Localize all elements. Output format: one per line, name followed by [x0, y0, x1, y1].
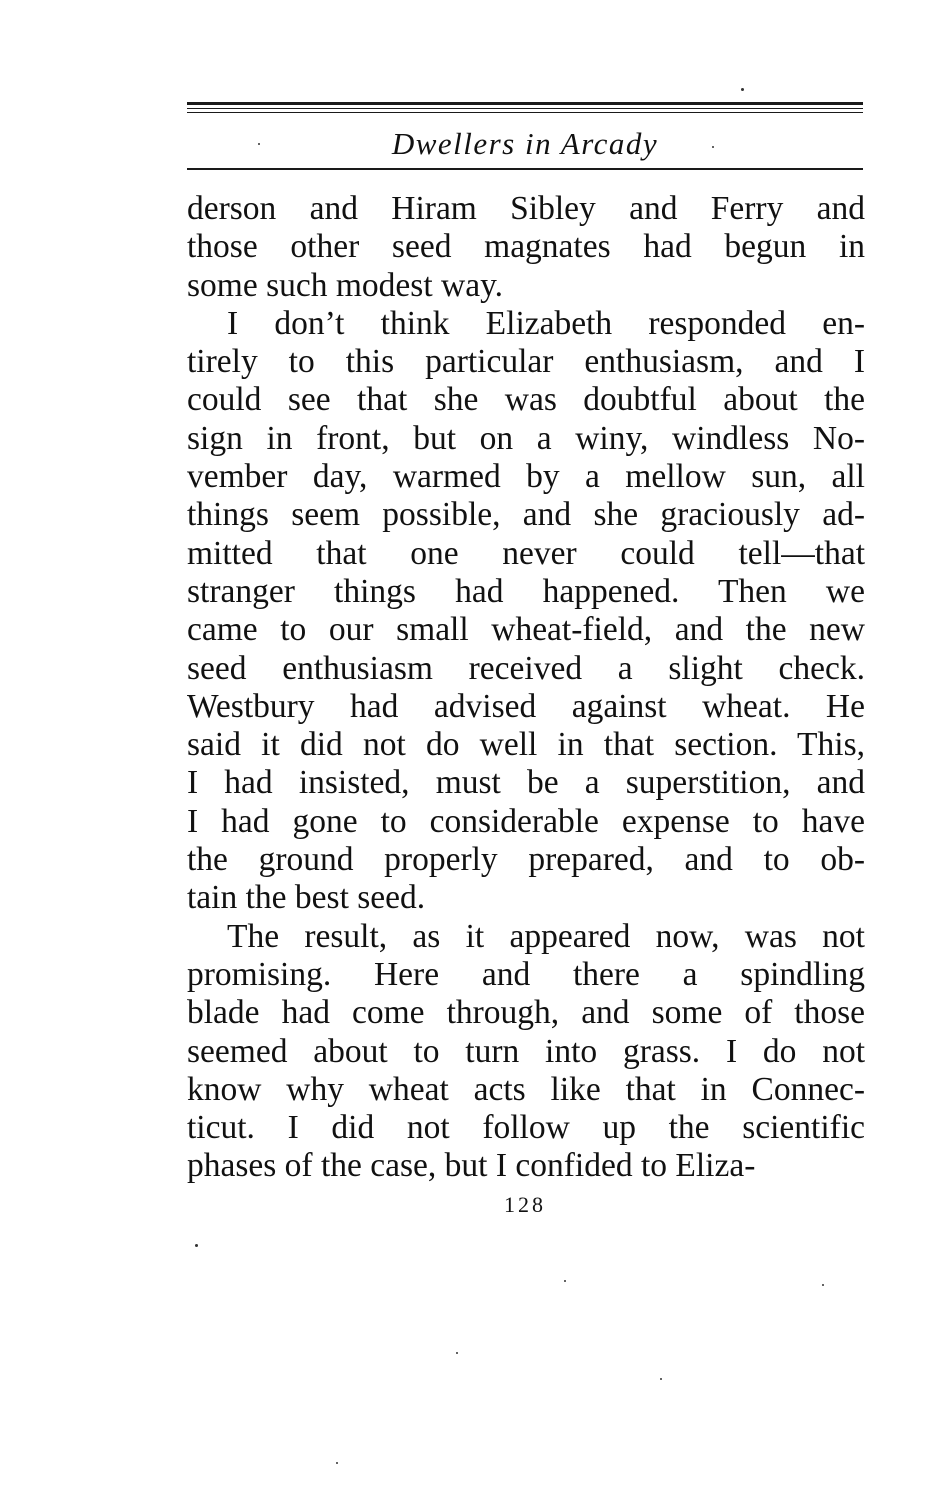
text-line: promising. Here and there a spindling	[187, 955, 865, 993]
scan-speck	[195, 1244, 198, 1247]
text-line: seemed about to turn into grass. I do not	[187, 1032, 865, 1070]
scan-speck	[660, 1378, 662, 1380]
text-line: stranger things had happened. Then we	[187, 572, 865, 610]
page-number: 128	[504, 1192, 546, 1217]
text-line: blade had come through, and some of those	[187, 994, 865, 1032]
running-head: Dwellers in Arcady	[391, 126, 659, 161]
body-text	[187, 190, 865, 1186]
scan-speck	[564, 1280, 566, 1282]
header-rule-thin	[187, 112, 863, 113]
scan-speck	[336, 1462, 338, 1464]
text-line: could see that she was doubtful about the	[187, 381, 865, 419]
text-line: said it did not do well in that section. This,	[187, 726, 865, 764]
text-line: I don’t think Elizabeth responded en-	[227, 304, 865, 342]
text-line: Westbury had advised against wheat. He	[187, 687, 865, 725]
text-line: mitted that one never could tell—that	[187, 534, 865, 572]
scan-speck	[741, 88, 744, 91]
text-line: I had insisted, must be a superstition, and	[187, 764, 865, 802]
text-line: tirely to this particular enthusiasm, and I	[187, 343, 865, 381]
text-line: things seem possible, and she graciously ad-	[187, 496, 865, 534]
text-line: know why wheat acts like that in Connec-	[187, 1070, 865, 1108]
header-rule-thick	[187, 102, 863, 105]
paragraph	[187, 190, 865, 305]
scan-speck	[822, 1284, 824, 1286]
scan-speck	[456, 1352, 458, 1354]
text-line: phases of the case, but I confided to Eliza-	[187, 1147, 756, 1185]
text-line: derson and Hiram Sibley and Ferry and	[187, 190, 865, 227]
text-line: ticut. I did not follow up the scientific	[187, 1109, 865, 1147]
text-line: The result, as it appeared now, was not	[227, 917, 865, 955]
text-line: seed enthusiasm received a slight check.	[187, 649, 865, 687]
text-line: I had gone to considerable expense to have	[187, 802, 865, 840]
scan-speck	[712, 146, 714, 148]
text-line: sign in front, but on a winy, windless No-	[187, 419, 865, 457]
text-line: came to our small wheat-field, and the new	[187, 611, 865, 649]
scan-speck	[258, 143, 260, 145]
paragraph	[187, 305, 865, 918]
header-rule-thin	[187, 108, 863, 109]
running-head-rule	[187, 168, 863, 170]
paragraph	[187, 918, 865, 1186]
text-line: tain the best seed.	[187, 879, 426, 917]
text-line: some such modest way.	[187, 266, 504, 304]
text-line: vember day, warmed by a mellow sun, all	[187, 458, 865, 496]
text-line: those other seed magnates had begun in	[187, 228, 865, 266]
text-line: the ground properly prepared, and to ob-	[187, 841, 865, 879]
